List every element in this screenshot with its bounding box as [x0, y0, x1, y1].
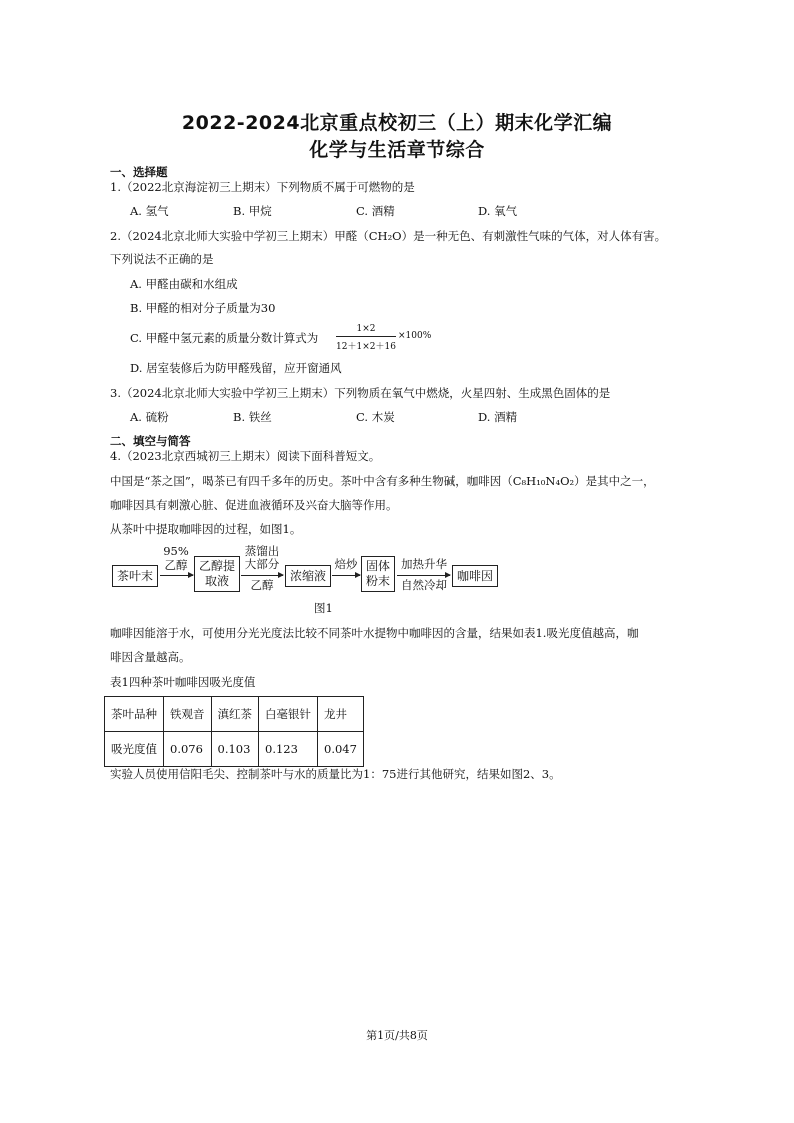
- table-cell: 0.076: [164, 732, 212, 767]
- flow-arrow-2: [241, 575, 283, 576]
- question-3-option-b: B. 铁丝: [233, 410, 272, 424]
- page-title: 2022-2024北京重点校初三（上）期末化学汇编: [181, 112, 613, 134]
- flow-label-natural-cool: 自然冷却: [401, 578, 447, 592]
- flow-arrow-3: [332, 575, 360, 576]
- question-2-stem-cont: 下列说法不正确的是: [110, 252, 214, 266]
- flow-box-ethanol-extract-line2: 取液: [204, 574, 229, 588]
- fraction-bar: [336, 336, 396, 337]
- page-number: 第1页/共8页: [366, 1029, 428, 1042]
- table-cell: 吸光度值: [105, 732, 164, 767]
- question-2-option-b: B. 甲醛的相对分子质量为30: [130, 301, 276, 315]
- flow-box-solid-powder-line1: 固体: [365, 559, 390, 573]
- flow-box-solid-powder: [361, 556, 395, 592]
- flow-box-tea-powder: 茶叶末: [112, 565, 158, 587]
- question-4-paragraph-2: 从茶叶中提取咖啡因的过程，如图1。: [110, 522, 302, 536]
- question-4-paragraph-4: 实验人员使用信阳毛尖、控制茶叶与水的质量比为1：75进行其他研究，结果如图2、3。: [110, 767, 561, 781]
- flow-arrow-1: [160, 575, 193, 576]
- figure-1-caption: 图1: [314, 601, 333, 615]
- section-heading-choice: 一、选择题: [110, 165, 168, 179]
- question-1-option-c: C. 酒精: [356, 204, 395, 218]
- fraction-suffix: ×100%: [398, 331, 432, 341]
- question-3-option-c: C. 木炭: [356, 410, 395, 424]
- flow-box-solid-powder-line2: 粉末: [365, 574, 390, 588]
- question-4-paragraph-3-cont: 啡因含量越高。: [110, 650, 191, 664]
- question-4-paragraph-3: 咖啡因能溶于水，可使用分光光度法比较不同茶叶水提物中咖啡因的含量，结果如表1.吸光度值越高，咖: [110, 626, 639, 640]
- flow-label-ethanol: 乙醇: [164, 558, 188, 572]
- question-2-option-a: A. 甲醛由碳和水组成: [130, 277, 238, 291]
- flow-label-most: 大部分: [244, 557, 280, 571]
- flow-label-ethanol-2: 乙醇: [250, 578, 274, 592]
- fraction-denominator: 12＋1×2＋16: [336, 342, 396, 352]
- flow-label-heat-sublime: 加热升华: [401, 557, 447, 571]
- table-header-cell: 白毫银针: [259, 697, 318, 732]
- table-cell: 0.123: [259, 732, 318, 767]
- flow-box-caffeine: 咖啡因: [452, 565, 498, 587]
- flow-box-ethanol-extract: [194, 556, 240, 592]
- question-1-stem: 1.（2022北京海淀初三上期末）下列物质不属于可燃物的是: [110, 180, 415, 194]
- table-header-cell: 滇红茶: [211, 697, 259, 732]
- question-4-stem: 4.（2023北京西城初三上期末）阅读下面科普短文。: [110, 449, 381, 463]
- question-1-option-d: D. 氧气: [478, 204, 518, 218]
- question-4-paragraph-1: 中国是“茶之国”，喝茶已有四千多年的历史。茶叶中含有多种生物碱，咖啡因（C₈H₁₀N₄O₂）是其中之一，: [110, 474, 655, 488]
- question-3-option-a: A. 硫粉: [130, 410, 169, 424]
- question-3-option-d: D. 酒精: [478, 410, 518, 424]
- table-row: [105, 732, 364, 767]
- question-1-option-b: B. 甲烷: [233, 204, 272, 218]
- flow-label-ethanol-percent: 95%: [163, 544, 189, 558]
- question-1-option-a: A. 氢气: [130, 204, 169, 218]
- table-header-cell: 铁观音: [164, 697, 212, 732]
- table-caffeine-absorbance: [104, 696, 364, 767]
- table-1-caption: 表1四种茶叶咖啡因吸光度值: [110, 675, 256, 689]
- table-header-cell: 茶叶品种: [105, 697, 164, 732]
- question-2-option-c: C. 甲醛中氢元素的质量分数计算式为: [130, 331, 319, 345]
- question-3-stem: 3.（2024北京北师大实验中学初三上期末）下列物质在氧气中燃烧，火星四射、生成黑色固体的是: [110, 386, 611, 400]
- flow-box-concentrate: 浓缩液: [285, 565, 331, 587]
- table-cell: 0.047: [318, 732, 364, 767]
- section-heading-fill: 二、填空与简答: [110, 434, 191, 448]
- table-header-row: [105, 697, 364, 732]
- question-2-stem: 2.（2024北京北师大实验中学初三上期末）甲醛（CH₂O）是一种无色、有刺激性气味的气体，对人体有害。: [110, 229, 667, 243]
- flow-label-distill: 蒸馏出: [244, 544, 280, 558]
- fraction-numerator: 1×2: [356, 324, 376, 334]
- question-2-option-d: D. 居室装修后为防甲醛残留，应开窗通风: [130, 361, 342, 375]
- question-4-paragraph-1-cont: 咖啡因具有刺激心脏、促进血液循环及兴奋大脑等作用。: [110, 498, 398, 512]
- flow-arrow-4: [397, 575, 450, 576]
- table-cell: 0.103: [211, 732, 259, 767]
- table-header-cell: 龙井: [318, 697, 364, 732]
- flow-box-ethanol-extract-line1: 乙醇提: [198, 559, 235, 573]
- page-subtitle: 化学与生活章节综合: [309, 139, 485, 161]
- flow-label-roast: 焙炒: [334, 557, 358, 571]
